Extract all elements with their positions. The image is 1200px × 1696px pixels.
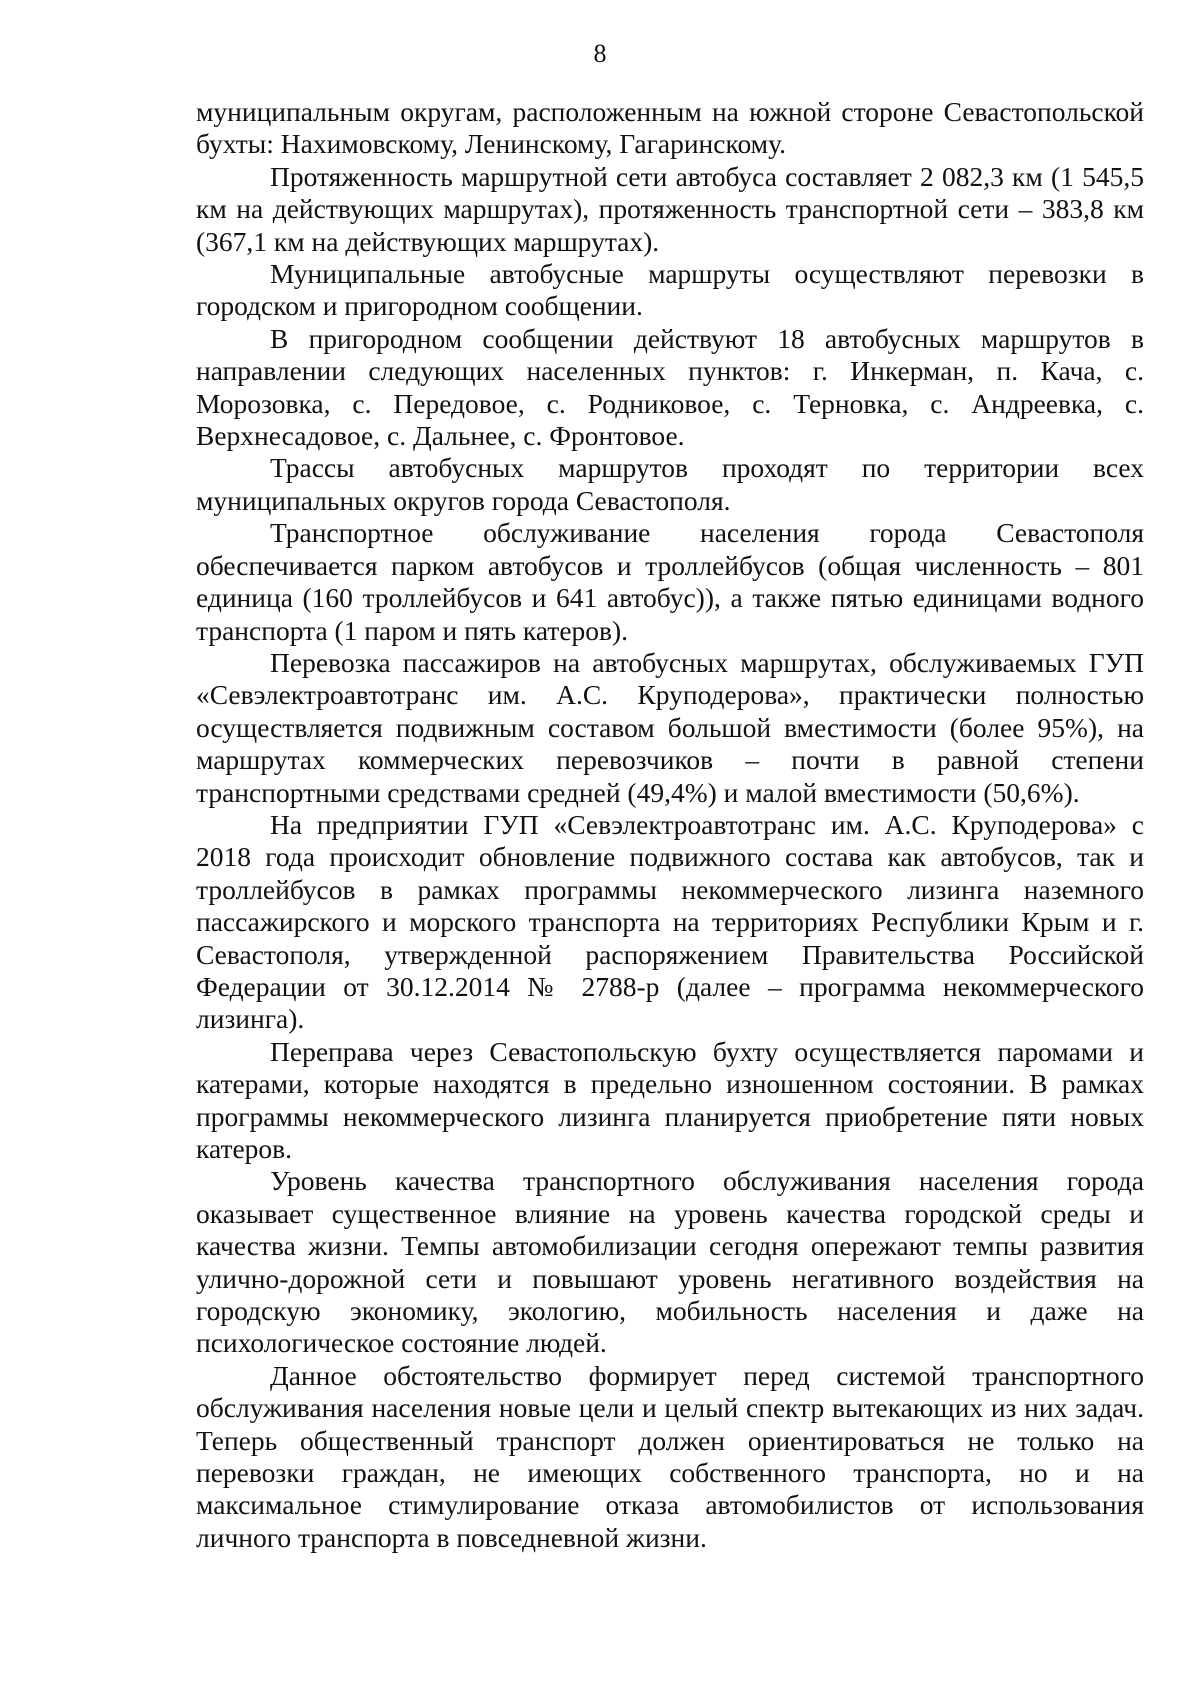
paragraph-service-quality: Уровень качества транспортного обслуживания населения города оказывает существенное влияние на уровень качества городской среды и качества жизни. Темпы автомобилизации сегодня опережают темпы развития улично-дорожной сети и повышают уровень негативного воздействия на городскую экономику, экологию, мобильность населения и даже на психологическое состояние людей. bbox=[196, 1165, 1144, 1359]
paragraph-bay-crossing: Переправа через Севастопольскую бухту осуществляется паромами и катерами, которые находятся в предельно изношенном состоянии. В рамках программы некоммерческого лизинга планируется приобретение пяти новых катеров. bbox=[196, 1035, 1144, 1164]
paragraph-fleet-renewal: На предприятии ГУП «Севэлектроавтотранс им. А.С. Круподерова» с 2018 года происходит обновление подвижного состава как автобусов, так и троллейбусов в рамках программы некоммерческого лизинга наземного пассажирского и морского транспорта на территориях Республики Крым и г. Севастополя, утвержденной распоряжением Правительства Российской Федерации от 30.12.2014 № 2788-р (далее – программа некоммерческого лизинга). bbox=[196, 808, 1144, 1035]
page-number: 8 bbox=[593, 39, 607, 68]
paragraph-new-goals: Данное обстоятельство формирует перед системой транспортного обслуживания населения новые цели и целый спектр вытекающих из них задач. Теперь общественный транспорт должен ориентироваться не только на перевозки граждан, не имеющих собственного транспорта, но и на максимальное стимулирование отказа автомобилистов от использования личного транспорта в повседневной жизни. bbox=[196, 1359, 1144, 1553]
paragraph-passenger-transport: Перевозка пассажиров на автобусных маршрутах, обслуживаемых ГУП «Севэлектроавтотранс им. А.С. Круподерова», практически полностью осуществляется подвижным составом большой вместимости (более 95%), на маршрутах коммерческих перевозчиков – почти в равной степени транспортными средствами средней (49,4%) и малой вместимости (50,6%). bbox=[196, 646, 1144, 808]
paragraph-fleet: Транспортное обслуживание населения города Севастополя обеспечивается парком автобусов и троллейбусов (общая численность – 801 единица (160 троллейбусов и 641 автобус)), а также пятью единицами водного транспорта (1 паром и пять катеров). bbox=[196, 517, 1144, 646]
paragraph-suburban-routes: В пригородном сообщении действуют 18 автобусных маршрутов в направлении следующих населенных пунктов: г. Инкерман, п. Кача, с. Морозовка, с. Передовое, с. Родниковое, с. Терновка, с. Андреевка, с. Верхнесадовое, с. Дальнее, с. Фронтовое. bbox=[196, 322, 1144, 452]
paragraph-network-length: Протяженность маршрутной сети автобуса составляет 2 082,3 км (1 545,5 км на действующих маршрутах), протяженность транспортной сети – 383,8 км (367,1 км на действующих маршрутах). bbox=[196, 160, 1144, 257]
document-body bbox=[196, 96, 1144, 1554]
paragraph-route-coverage: Трассы автобусных маршрутов проходят по территории всех муниципальных округов города Севастополя. bbox=[196, 452, 1144, 516]
paragraph-municipal-routes: Муниципальные автобусные маршруты осуществляют перевозки в городском и пригородном сообщении. bbox=[196, 258, 1144, 322]
paragraph-continuation: муниципальным округам, расположенным на южной стороне Севастопольской бухты: Нахимовскому, Ленинскому, Гагаринскому. bbox=[196, 96, 1144, 160]
